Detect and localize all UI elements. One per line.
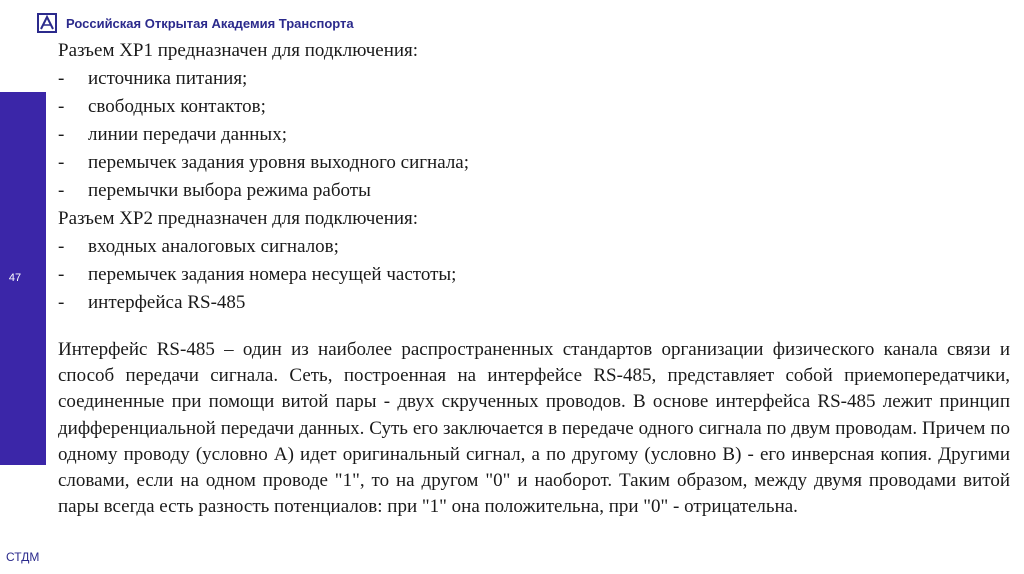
bullet-dash: - xyxy=(58,68,65,89)
academy-logo-icon xyxy=(36,12,58,34)
list-item: - интерфейса RS-485 xyxy=(58,289,618,317)
bullet-dash: - xyxy=(58,124,65,145)
bullet-dash: - xyxy=(58,180,65,201)
list-item: - свободных контактов; xyxy=(58,93,618,121)
list-item: - линии передачи данных; xyxy=(58,121,618,149)
list-item: - входных аналоговых сигналов; xyxy=(58,233,618,261)
header xyxy=(36,8,536,38)
list-item: - источника питания; xyxy=(58,65,618,93)
organization-name: Российская Открытая Академия Транспорта xyxy=(66,15,354,31)
list-item: - перемычки выбора режима работы xyxy=(58,177,618,205)
xp1-heading: Разъем XP1 предназначен для подключения: xyxy=(58,40,419,61)
list-item: - перемычек задания уровня выходного сигнала; xyxy=(58,149,618,177)
page-number: 47 xyxy=(8,272,22,284)
bullet-dash: - xyxy=(58,236,65,257)
rs485-paragraph: Интерфейс RS-485 – один из наиболее распространенных стандартов организации физического канала связи и способ передачи сигнала. Сеть, построенная на интерфейсе RS-485, представляет собой приемопередатчики, соединенные при помощи витой пары - двух скрученных проводов. В основе интерфейса RS-485 лежит принцип дифференциальной передачи данных. Суть его заключается в передаче одного сигнала по двум проводам. Причем по одному проводу (условно А) идет оригинальный сигнал, а по другому (условно В) - его инверсная копия. Другими словами, если на одном проводе "1", то на другом "0" и наоборот. Таким образом, между двумя проводами витой пары всегда есть разность потенциалов: при "1" она положительна, при "0" - отрицательна. xyxy=(58,339,1010,518)
xp2-list xyxy=(58,233,618,317)
list-item: - перемычек задания номера несущей частоты; xyxy=(58,261,618,289)
bullet-dash: - xyxy=(58,264,65,285)
xp2-heading: Разъем XP2 предназначен для подключения: xyxy=(58,208,419,229)
bullet-dash: - xyxy=(58,292,65,313)
connector-lists xyxy=(58,37,618,317)
xp1-list xyxy=(58,65,618,205)
footer-label: СТДМ xyxy=(6,550,40,564)
bullet-dash: - xyxy=(58,152,65,173)
bullet-dash: - xyxy=(58,96,65,117)
